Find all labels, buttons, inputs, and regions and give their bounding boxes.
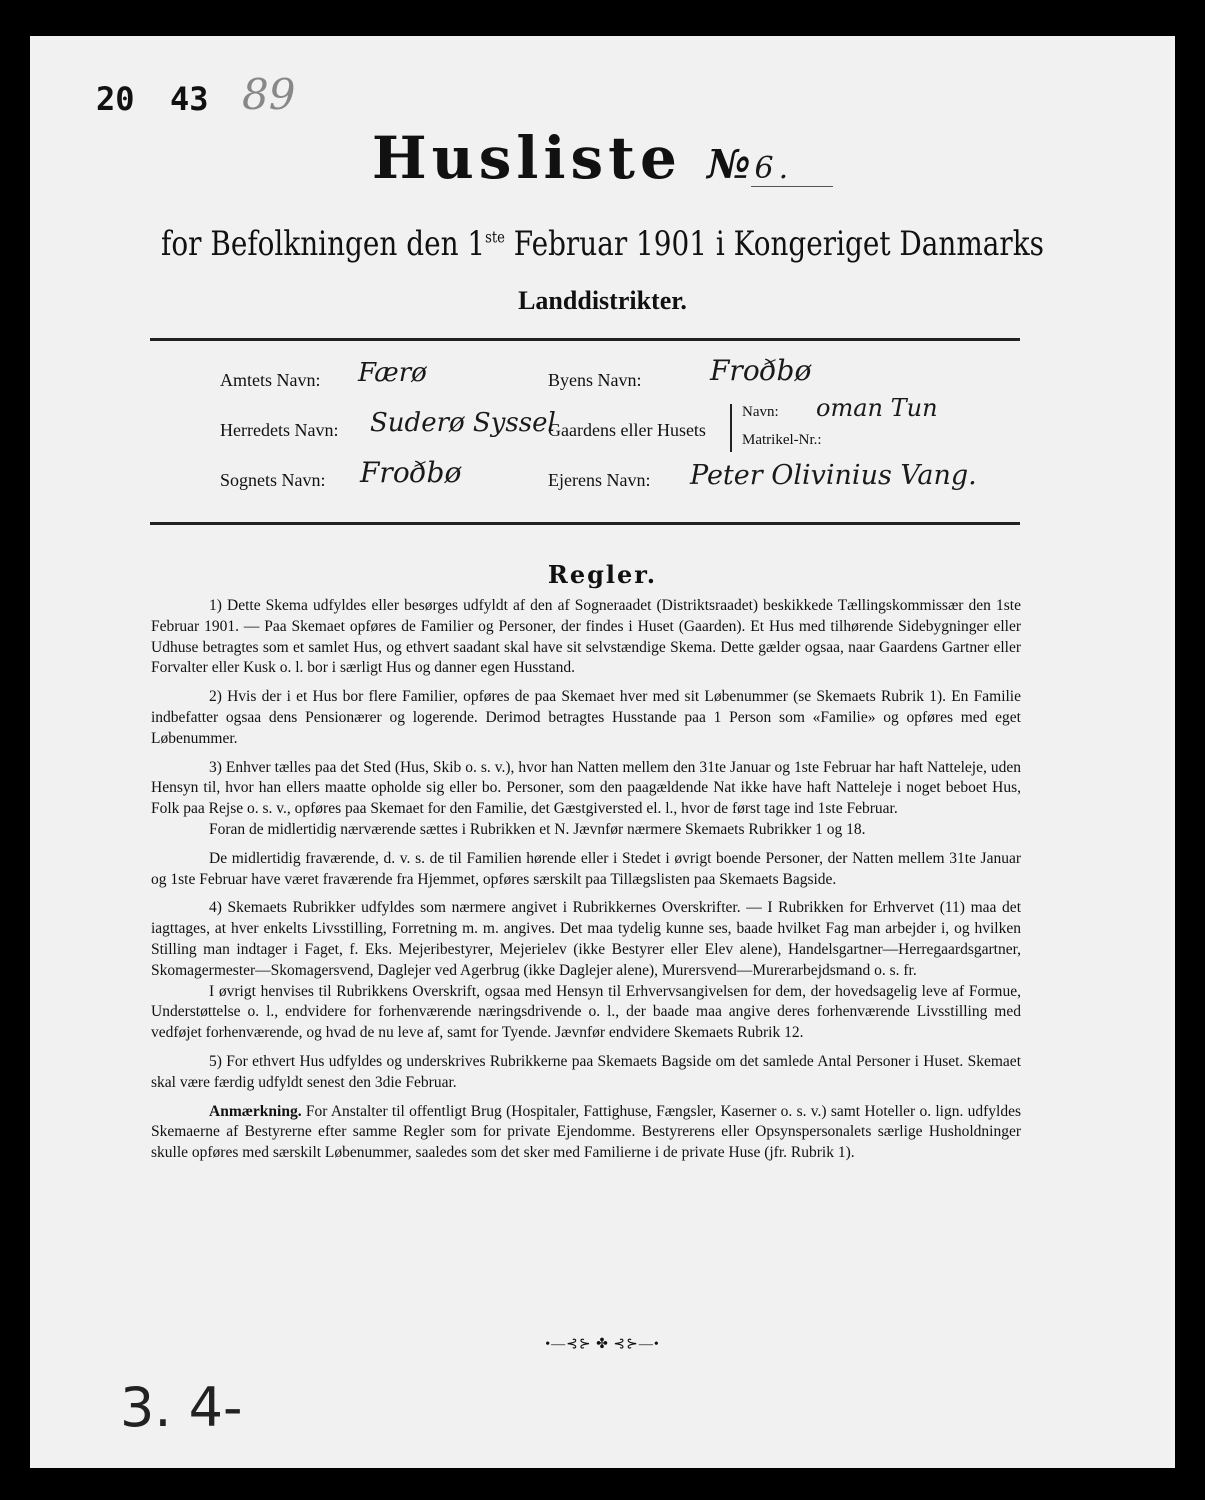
note-label: Anmærkning. (209, 1102, 302, 1120)
brace (730, 404, 732, 452)
subtitle-part-2: Februar 1901 i Kongeriget Danmarks (504, 224, 1044, 264)
number-sign: № (707, 141, 751, 188)
note-text: For Anstalter til offentligt Brug (Hospitaler, Fattighuse, Fængsler, Kaserner o. s. v.) samt Hoteller o. lign. udfyldes Skemaerne af Bestyrerne efter samme Regler som for private Ejendomme. Bestyrerens eller Opsynspersonalets særlige Husholdninger skulle opføres med særskilt Løbenummer, saaledes som det sker med Familierne i de private Huse (jfr. Rubrik 1). (151, 1102, 1021, 1162)
ornament: •—⊰⊱ ✤ ⊰⊱—• (545, 1337, 660, 1352)
rule-4b: I øvrigt henvises til Rubrikkens Overskrift, ogsaa med Hensyn til Erhvervsangivelsen for dem, der hovedsagelig leve af Formue, Understøttelse o. l., endvidere for forhenværende næringsdrivende o. l., der baade maa angive deres forhenværende Livsstilling med vedføjet forhenværende, og hvad de nu leve af, samt for Tyende. Jævnfør endvidere Skemaets Rubrik 12. (151, 982, 1021, 1042)
census-form-page (30, 36, 1175, 1468)
pencil-number: 89 (242, 70, 296, 119)
matrikel-label: Matrikel-Nr.: (742, 432, 822, 448)
rule-4: 4) Skemaets Rubrikker udfyldes som nærmere angivet i Rubrikkernes Overskrifter. — I Rubrikken for Erhvervet (11) maa det iagttages, at hver enkelts Livsstilling, Forretning m. m. angives. Det maa tydelig kunne ses, baade hvilket Fag man arbejder i, og hvilken Stilling man indtager i Faget, f. Eks. Mejeribestyrer, Mejerielev (ikke Bestyrer eller Elev alene), Handelsgartner—Herregaardsgartner, Skomagermester—Skomagersvend, Daglejer ved Agerbrug (ikke Daglejer alene), Murersvend—Murerarbejdsmand o. s. fr. (151, 899, 1021, 979)
herred-label: Herredets Navn: (220, 420, 339, 440)
rule-2: 2) Hvis der i et Hus bor flere Familier, opføres de paa Skemaet hver med sit Løbenummer (se Skemaets Rubrik 1). En Familie indbefatter ogsaa dens Pensionærer og logerende. Derimod betragtes Husstande paa 1 Person som «Familie» og opføres med eget Løbenummer. (151, 688, 1021, 747)
archive-stamp-number-1: 20 (96, 80, 135, 118)
rule-5: 5) For ethvert Hus udfyldes og underskrives Rubrikkerne paa Skemaets Bagside om det samlede Antal Personer i Huset. Skemaet skal være færdig udfyldt senest den 3die Februar. (151, 1052, 1021, 1091)
archive-stamp-number-2: 43 (170, 80, 209, 118)
rule-1: 1) Dette Skema udfyldes eller besørges udfyldt af den af Sogneraadet (Distriktsraadet) beskikkede Tællingskommissær den 1ste Februar 1901. — Paa Skemaet opføres de Familier og Personer, der findes i Huset (Gaarden). Et Hus med tilhørende Sidebygninger eller Udhuse betragtes som et samlet Hus, og ethvert saadant skal have sit selvstændige Skema. Dette gælder ogsaa, naar Gaardens Gartner eller Forvalter eller Kusk o. l. bor i særligt Hus og danner egen Husstand. (151, 597, 1021, 677)
rules-body (151, 596, 1021, 1172)
ejer-value: Peter Olivinius Vang. (690, 460, 977, 491)
amt-label: Amtets Navn: (220, 370, 321, 390)
form-title (30, 124, 1175, 192)
bottom-divider (150, 522, 1020, 525)
district-heading: Landdistrikter. (518, 286, 687, 315)
title-text: Husliste (371, 124, 682, 192)
top-divider (150, 338, 1020, 341)
amt-value: Færø (358, 358, 427, 388)
navn-value: oman Tun (816, 394, 938, 422)
form-subtitle (133, 224, 1072, 264)
rules-heading: Regler. (547, 560, 658, 589)
footer-handwritten-note: 3. 4- (120, 1376, 243, 1439)
subtitle-sup: ste (485, 227, 505, 247)
by-label: Byens Navn: (548, 370, 642, 390)
sogn-value: Froðbø (360, 456, 462, 489)
by-value: Froðbø (710, 354, 812, 387)
herred-value: Suderø Syssel (370, 408, 556, 438)
rule-3: 3) Enhver tælles paa det Sted (Hus, Skib o. s. v.), hvor han Natten mellem den 31te Januar og 1ste Februar har haft Natteleje, uden Hensyn til, hvor han ellers maatte opholde sig eller bo. Personer, som den paagældende Nat ikke have haft Natteleje i noget beboet Hus, Folk paa Rejse o. s. v., opføres paa Skemaet for den Familie, det Gæstgiversted el. l., hvor de først tage ind 1ste Februar. (151, 758, 1021, 818)
sogn-label: Sognets Navn: (220, 470, 326, 490)
subtitle-part-1: for Befolkningen den 1 (161, 224, 486, 264)
rule-3b: Foran de midlertidig nærværende sættes i Rubrikken et N. Jævnfør nærmere Skemaets Rubrikker 1 og 18. (209, 820, 866, 838)
navn-label: Navn: (742, 404, 779, 420)
note (151, 1102, 1021, 1164)
gaard-label: Gaardens eller Husets (548, 420, 706, 440)
rule-3c: De midlertidig fraværende, d. v. s. de til Familien hørende eller i Stedet i øvrigt boende Personer, der Natten mellem 31te Januar og 1ste Februar have været fraværende fra Hjemmet, opføres særskilt paa Tillægslisten paa Skemaets Bagside. (151, 849, 1021, 888)
ejer-label: Ejerens Navn: (548, 470, 651, 490)
house-number: 6. (751, 151, 834, 187)
